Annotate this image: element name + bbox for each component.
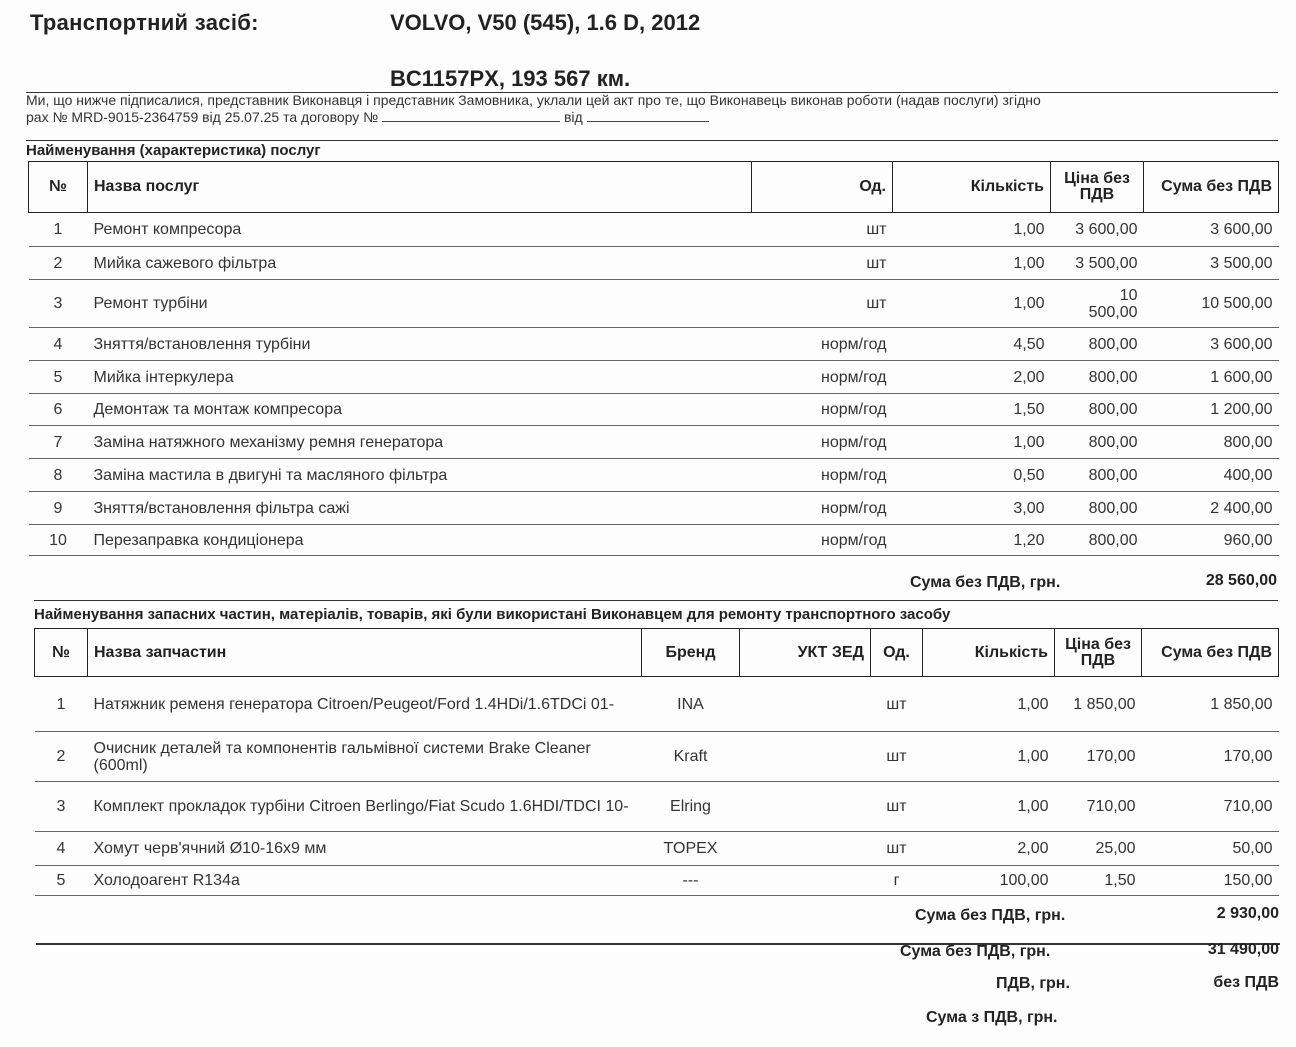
cell-name: Ремонт компресора <box>88 213 752 247</box>
cell-name: Ремонт турбіни <box>88 280 752 328</box>
col-qty: Кількість <box>923 629 1055 677</box>
cell-num: 3 <box>29 280 88 328</box>
cell-ukt <box>740 866 871 896</box>
cell-qty: 1,00 <box>893 280 1051 328</box>
cell-price: 800,00 <box>1051 492 1144 525</box>
contract-number-blank <box>382 109 560 122</box>
services-total-value: 28 560,00 <box>1205 572 1277 589</box>
table-row <box>29 459 1279 492</box>
cell-name: Демонтаж та монтаж компресора <box>88 394 752 426</box>
table-row <box>29 213 1279 247</box>
cell-unit: норм/год <box>752 426 893 459</box>
cell-sum: 50,00 <box>1142 832 1279 866</box>
intro-line-2-from: від <box>563 109 583 125</box>
cell-name: Хомут черв'ячний Ø10-16x9 мм <box>88 832 642 866</box>
cell-ukt <box>740 832 871 866</box>
col-brand: Бренд <box>642 629 740 677</box>
parts-total-value: 2 930,00 <box>1216 905 1279 922</box>
cell-brand: INA <box>642 677 740 732</box>
cell-unit: норм/год <box>752 525 893 556</box>
vat-value: без ПДВ <box>1213 974 1279 991</box>
contract-date-blank <box>587 109 709 122</box>
cell-price: 3 600,00 <box>1051 213 1144 247</box>
cell-qty: 1,20 <box>893 525 1051 556</box>
table-row <box>29 247 1279 280</box>
cell-num: 9 <box>29 492 88 525</box>
cell-ukt <box>740 732 871 782</box>
cell-name: Мийка інтеркулера <box>88 361 752 394</box>
cell-price: 800,00 <box>1051 394 1144 426</box>
parts-table <box>34 628 1279 896</box>
cell-qty: 1,00 <box>923 782 1055 832</box>
cell-price: 800,00 <box>1051 459 1144 492</box>
cell-unit: норм/год <box>752 328 893 361</box>
parts-header-row <box>35 629 1279 677</box>
table-row <box>29 328 1279 361</box>
cell-sum: 800,00 <box>1144 426 1279 459</box>
cell-qty: 1,00 <box>893 213 1051 247</box>
vehicle-label: Транспортний засіб: <box>30 10 259 35</box>
cell-sum: 960,00 <box>1144 525 1279 556</box>
cell-num: 5 <box>29 361 88 394</box>
col-qty: Кількість <box>893 162 1051 213</box>
cell-brand: TOPEX <box>642 832 740 866</box>
vat-label: ПДВ, грн. <box>996 975 1070 992</box>
cell-sum: 710,00 <box>1142 782 1279 832</box>
intro-text <box>26 92 1276 126</box>
grand-divider <box>36 943 1280 945</box>
services-header-row <box>29 162 1279 213</box>
services-divider <box>26 140 1278 141</box>
cell-name: Заміна мастила в двигуні та масляного фільтра <box>88 459 752 492</box>
col-ukt: УКТ ЗЕД <box>740 629 871 677</box>
intro-line-1: Ми, що нижче підписалися, представник Виконавця і представник Замовника, уклали цей акт про те, що Виконавець виконав роботи (надав послуги) згідно <box>26 92 1041 108</box>
cell-qty: 1,50 <box>893 394 1051 426</box>
cell-price: 1,50 <box>1055 866 1142 896</box>
table-row <box>29 280 1279 328</box>
cell-qty: 1,00 <box>923 732 1055 782</box>
cell-name: Мийка сажевого фільтра <box>88 247 752 280</box>
cell-num: 2 <box>29 247 88 280</box>
services-title: Найменування (характеристика) послуг <box>26 142 321 159</box>
col-sum: Сума без ПДВ <box>1142 629 1279 677</box>
grand-sum-label: Сума без ПДВ, грн. <box>900 943 1051 960</box>
col-unit: Од. <box>871 629 923 677</box>
table-row <box>35 782 1279 832</box>
cell-unit: шт <box>752 280 893 328</box>
cell-num: 1 <box>29 213 88 247</box>
table-row <box>29 492 1279 525</box>
with-vat-label: Сума з ПДВ, грн. <box>926 1009 1058 1026</box>
cell-num: 7 <box>29 426 88 459</box>
cell-price: 170,00 <box>1055 732 1142 782</box>
cell-qty: 3,00 <box>893 492 1051 525</box>
table-row <box>35 732 1279 782</box>
cell-price: 3 500,00 <box>1051 247 1144 280</box>
cell-price: 800,00 <box>1051 525 1144 556</box>
cell-sum: 3 500,00 <box>1144 247 1279 280</box>
cell-num: 4 <box>35 832 88 866</box>
cell-num: 6 <box>29 394 88 426</box>
services-total-label: Сума без ПДВ, грн. <box>910 574 1061 591</box>
col-name: Назва запчастин <box>88 629 642 677</box>
plate-mileage: BC1157PX, 193 567 км. <box>390 66 631 91</box>
parts-divider <box>34 600 1278 601</box>
table-row <box>29 426 1279 459</box>
cell-unit: норм/год <box>752 394 893 426</box>
parts-total-label: Сума без ПДВ, грн. <box>915 907 1066 924</box>
cell-qty: 2,00 <box>893 361 1051 394</box>
cell-sum: 1 850,00 <box>1142 677 1279 732</box>
cell-qty: 1,00 <box>893 426 1051 459</box>
cell-unit: норм/год <box>752 459 893 492</box>
cell-ukt <box>740 677 871 732</box>
vehicle-value: VOLVO, V50 (545), 1.6 D, 2012 <box>390 10 701 35</box>
services-table <box>28 161 1279 556</box>
cell-brand: --- <box>642 866 740 896</box>
intro-line-2-start: рах № MRD-9015-2364759 від 25.07.25 та договору № <box>26 109 379 125</box>
cell-unit: норм/год <box>752 492 893 525</box>
col-num: № <box>29 162 88 213</box>
cell-qty: 2,00 <box>923 832 1055 866</box>
table-row <box>29 525 1279 556</box>
cell-price: 25,00 <box>1055 832 1142 866</box>
cell-unit: шт <box>871 832 923 866</box>
cell-brand: Kraft <box>642 732 740 782</box>
cell-qty: 1,00 <box>893 247 1051 280</box>
cell-price: 800,00 <box>1051 361 1144 394</box>
cell-price: 800,00 <box>1051 426 1144 459</box>
cell-sum: 400,00 <box>1144 459 1279 492</box>
cell-num: 1 <box>35 677 88 732</box>
cell-name: Холодоагент R134a <box>88 866 642 896</box>
cell-name: Заміна натяжного механізму ремня генератора <box>88 426 752 459</box>
cell-sum: 1 200,00 <box>1144 394 1279 426</box>
col-num: № <box>35 629 88 677</box>
table-row <box>29 361 1279 394</box>
grand-sum-value: 31 490,00 <box>1207 941 1279 958</box>
cell-name: Перезаправка кондиціонера <box>88 525 752 556</box>
cell-price: 710,00 <box>1055 782 1142 832</box>
col-name: Назва послуг <box>88 162 752 213</box>
cell-unit: шт <box>752 247 893 280</box>
cell-ukt <box>740 782 871 832</box>
cell-unit: шт <box>871 732 923 782</box>
cell-name: Комплект прокладок турбіни Citroen Berlingo/Fiat Scudo 1.6HDI/TDCI 10- <box>88 782 642 832</box>
cell-name: Очисник деталей та компонентів гальмівної системи Brake Cleaner (600ml) <box>88 732 642 782</box>
cell-unit: норм/год <box>752 361 893 394</box>
cell-unit: шт <box>871 677 923 732</box>
cell-name: Натяжник ременя генератора Citroen/Peugeot/Ford 1.4HDi/1.6TDCi 01- <box>88 677 642 732</box>
cell-sum: 150,00 <box>1142 866 1279 896</box>
table-row <box>29 394 1279 426</box>
cell-sum: 1 600,00 <box>1144 361 1279 394</box>
cell-brand: Elring <box>642 782 740 832</box>
col-unit: Од. <box>752 162 893 213</box>
cell-sum: 3 600,00 <box>1144 213 1279 247</box>
col-price: Ціна без ПДВ <box>1055 629 1142 677</box>
cell-num: 3 <box>35 782 88 832</box>
cell-unit: г <box>871 866 923 896</box>
table-row <box>35 677 1279 732</box>
cell-num: 8 <box>29 459 88 492</box>
cell-num: 2 <box>35 732 88 782</box>
cell-name: Зняття/встановлення фільтра сажі <box>88 492 752 525</box>
parts-title: Найменування запасних частин, матеріалів, товарів, які були використані Виконавцем для ремонту транспортного засобу <box>34 606 951 623</box>
cell-unit: шт <box>871 782 923 832</box>
table-row <box>35 866 1279 896</box>
cell-sum: 10 500,00 <box>1144 280 1279 328</box>
cell-price: 1 850,00 <box>1055 677 1142 732</box>
col-price: Ціна без ПДВ <box>1051 162 1144 213</box>
cell-qty: 0,50 <box>893 459 1051 492</box>
cell-num: 10 <box>29 525 88 556</box>
col-sum: Сума без ПДВ <box>1144 162 1279 213</box>
cell-num: 4 <box>29 328 88 361</box>
cell-price: 800,00 <box>1051 328 1144 361</box>
cell-price: 10 500,00 <box>1051 280 1144 328</box>
cell-sum: 2 400,00 <box>1144 492 1279 525</box>
cell-name: Зняття/встановлення турбіни <box>88 328 752 361</box>
cell-sum: 170,00 <box>1142 732 1279 782</box>
cell-sum: 3 600,00 <box>1144 328 1279 361</box>
table-row <box>35 832 1279 866</box>
cell-qty: 100,00 <box>923 866 1055 896</box>
cell-unit: шт <box>752 213 893 247</box>
intro-line-2 <box>26 109 1276 126</box>
cell-qty: 1,00 <box>923 677 1055 732</box>
cell-qty: 4,50 <box>893 328 1051 361</box>
cell-num: 5 <box>35 866 88 896</box>
